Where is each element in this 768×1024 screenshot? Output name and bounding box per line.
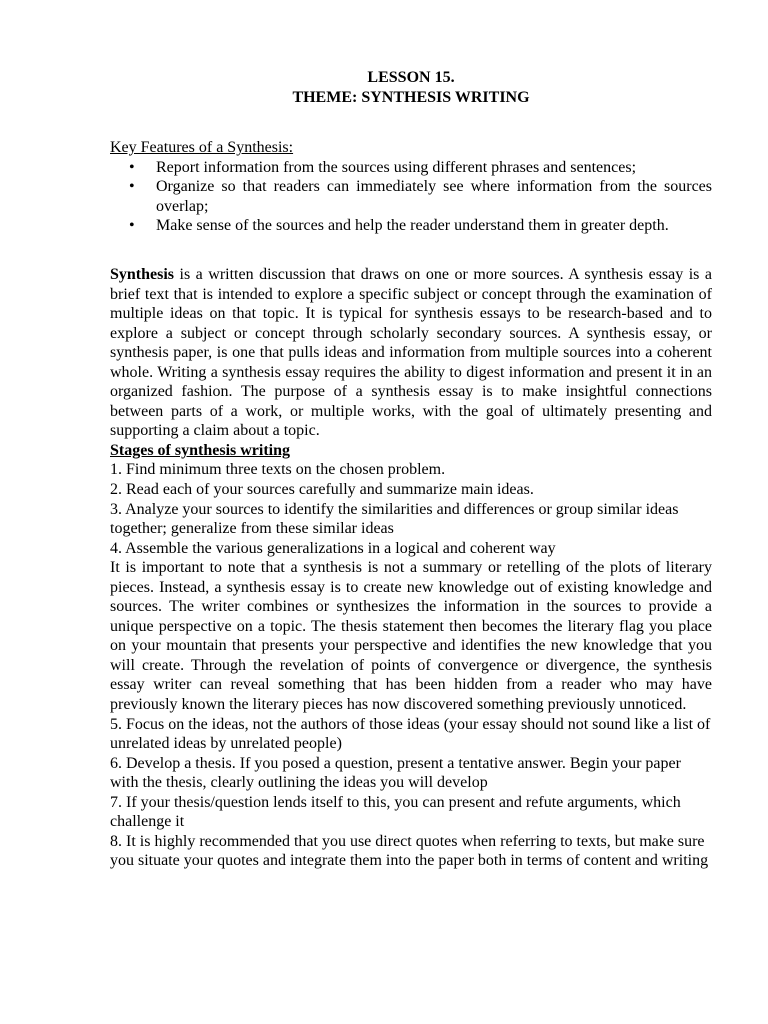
- theme-title: THEME: SYNTHESIS WRITING: [292, 89, 530, 106]
- feature-text: Report information from the sources using different phrases and sentences;: [156, 158, 637, 176]
- step-item: 5. Focus on the ideas, not the authors of those ideas (your essay should not sound like a list of unrelated ideas by unrelated people): [110, 715, 711, 753]
- feature-item: [110, 216, 712, 236]
- document-page: [110, 68, 712, 871]
- bullet-icon: •: [129, 158, 135, 176]
- note-paragraph: It is important to note that a synthesis is not a summary or retelling of the plots of literary pieces. Instead, a synthesis essay is to create new knowledge out of existing knowledge and sources. The writer combines or synthesizes the information in the sources to provide a unique perspective on a topic. The thesis statement then becomes the literary flag you place on your mountain that presents your perspective and identifies the new knowledge that you will create. Through the revelation of points of convergence or divergence, the synthesis essay writer can reveal something that has been hidden from a reader who may have previously known the literary pieces has now discovered something previously unnoticed.: [110, 559, 712, 713]
- stages-heading: Stages of synthesis writing: [110, 441, 291, 459]
- step-item: 4. Assemble the various generalizations in a logical and coherent way: [110, 539, 556, 557]
- intro-paragraph: [110, 265, 712, 441]
- lesson-title: LESSON 15.: [367, 69, 455, 86]
- step-item: 1. Find minimum three texts on the chosen problem.: [110, 461, 446, 479]
- features-heading: Key Features of a Synthesis:: [110, 139, 294, 156]
- bullet-icon: •: [129, 178, 135, 196]
- step-item: 3. Analyze your sources to identify the similarities and differences or group similar ideas together; generalize from these similar ideas: [110, 500, 679, 538]
- intro-text: is a written discussion that draws on one or more sources. A synthesis essay is a brief text that is intended to explore a specific subject or concept through the examination of multiple ideas on that topic. It is typical for synthesis essays to be research-based and to explore a subject or concept through scholarly secondary sources. A synthesis essay, or synthesis paper, is one that pulls ideas and information from multiple sources into a coherent whole. Writing a synthesis essay requires the ability to digest information and present it in an organized fashion. The purpose of a synthesis essay is to make insightful connections between parts of a work, or multiple works, with the goal of ultimately presenting and supporting a claim about a topic.: [110, 265, 712, 440]
- step-item: 7. If your thesis/question lends itself to this, you can present and refute arguments, which challenge it: [110, 793, 681, 831]
- step-item: 8. It is highly recommended that you use direct quotes when referring to texts, but make sure you situate your quotes and integrate them into the paper both in terms of content and writing: [110, 832, 709, 870]
- feature-text: Make sense of the sources and help the reader understand them in greater depth.: [156, 217, 669, 235]
- step-item: 6. Develop a thesis. If you posed a question, present a tentative answer. Begin your paper with the thesis, clearly outlining the ideas you will develop: [110, 754, 681, 792]
- feature-item: [110, 158, 712, 178]
- feature-item: [110, 177, 712, 216]
- feature-text: Organize so that readers can immediately see where information from the sources overlap;: [156, 178, 712, 215]
- step-item: 2. Read each of your sources carefully and summarize main ideas.: [110, 480, 534, 498]
- features-list: [110, 158, 712, 236]
- intro-term: Synthesis: [110, 265, 175, 283]
- bullet-icon: •: [129, 217, 135, 235]
